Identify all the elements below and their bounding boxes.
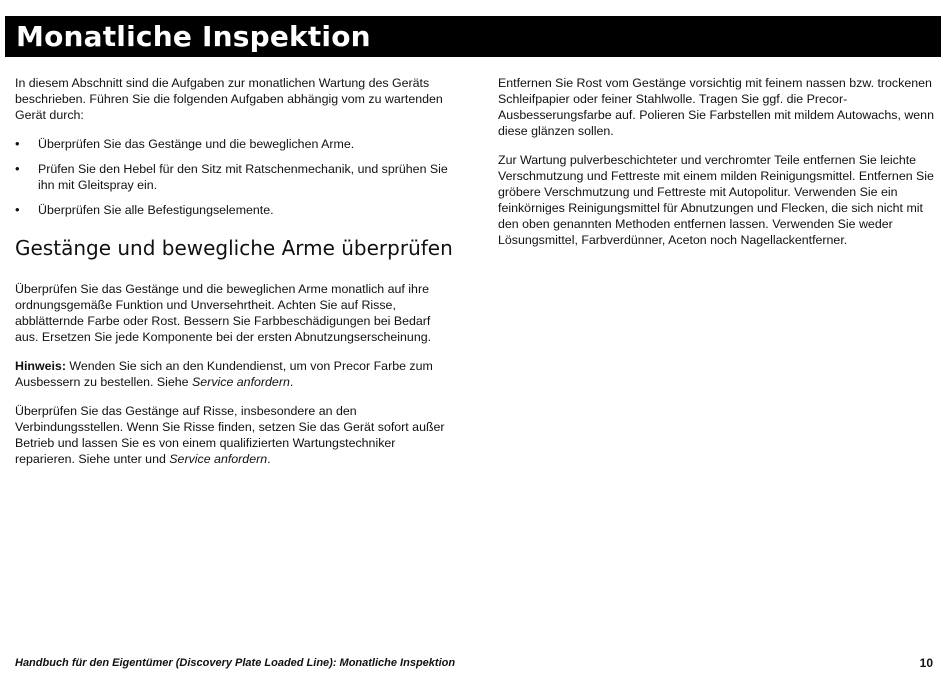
list-item	[15, 161, 455, 193]
note-paragraph	[15, 358, 455, 390]
right-column	[498, 75, 938, 261]
list-item-text: Überprüfen Sie das Gestänge und die beweglichen Arme.	[38, 137, 355, 151]
note-label: Hinweis:	[15, 359, 66, 373]
cracks-text: Überprüfen Sie das Gestänge auf Risse, insbesondere an den Verbindungsstellen. Wenn Sie Risse finden, setzen Sie das Gerät sofort außer Betrieb und lassen Sie es von einem qualifizierten Wartungstechniker reparieren. Siehe unter und	[15, 404, 445, 466]
left-column	[15, 75, 455, 480]
note-text: Wenden Sie sich an den Kundendienst, um von Precor Farbe zum Ausbessern zu bestellen. Siehe	[15, 359, 433, 389]
list-item	[15, 202, 455, 218]
cracks-end: .	[267, 452, 271, 466]
list-item-text: Prüfen Sie den Hebel für den Sitz mit Ratschenmechanik, und sprühen Sie ihn mit Gleitspray ein.	[38, 162, 448, 192]
list-item	[15, 136, 455, 152]
list-item-text: Überprüfen Sie alle Befestigungselemente.	[38, 203, 274, 217]
page-title: Monatliche Inspektion	[16, 20, 371, 53]
footer-text: Handbuch für den Eigentümer (Discovery Plate Loaded Line): Monatliche Inspektion	[15, 657, 456, 669]
service-reference-link[interactable]: Service anfordern	[169, 452, 268, 466]
note-end: .	[289, 375, 294, 389]
intro-paragraph: In diesem Abschnitt sind die Aufgaben zur monatlichen Wartung des Geräts beschrieben. Führen Sie die folgenden Aufgaben abhängig vom zu wartenden Gerät durch:	[15, 76, 443, 122]
inspection-paragraph: Überprüfen Sie das Gestänge und die beweglichen Arme monatlich auf ihre ordnungsgemäße Funktion und Unversehrtheit. Achten Sie auf Risse, abblätternde Farbe oder Rost. Bessern Sie Farbbeschädigungen bei Bedarf aus. Ersetzen Sie jede Komponente bei der ersten Abnutzungserscheinung.	[15, 282, 432, 344]
page-number: 10	[919, 656, 933, 670]
cleaning-paragraph: Zur Wartung pulverbeschichteter und verchromter Teile entfernen Sie leichte Verschmutzung und Fettreste mit einem milden Reinigungsmittel. Entfernen Sie gröbere Verschmutzung und Fettreste mit Autopolitur. Verwenden Sie ein feinkörniges Reinigungsmittel für Abnutzungen und Flecken, die sich nicht mit den oben genannten Methoden entfernen lassen. Verwenden Sie weder Lösungsmittel, Farbverdünner, Aceton noch Nagellackentferner.	[498, 153, 934, 247]
bullet-icon: •	[15, 161, 20, 176]
service-reference-link[interactable]: Service anfordern	[192, 375, 290, 389]
rust-paragraph: Entfernen Sie Rost vom Gestänge vorsichtig mit feinem nassen bzw. trockenen Schleifpapier oder feiner Stahlwolle. Tragen Sie ggf. die Precor-Ausbesserungsfarbe auf. Polieren Sie Farbstellen mit mildem Autowachs, wenn diese glänzen sollen.	[498, 76, 934, 138]
cracks-paragraph	[15, 403, 455, 467]
header-bar	[5, 16, 941, 57]
task-list	[15, 136, 455, 218]
bullet-icon: •	[15, 202, 20, 217]
bullet-icon: •	[15, 136, 20, 151]
section-heading: Gestänge und bewegliche Arme überprüfen	[15, 236, 453, 260]
